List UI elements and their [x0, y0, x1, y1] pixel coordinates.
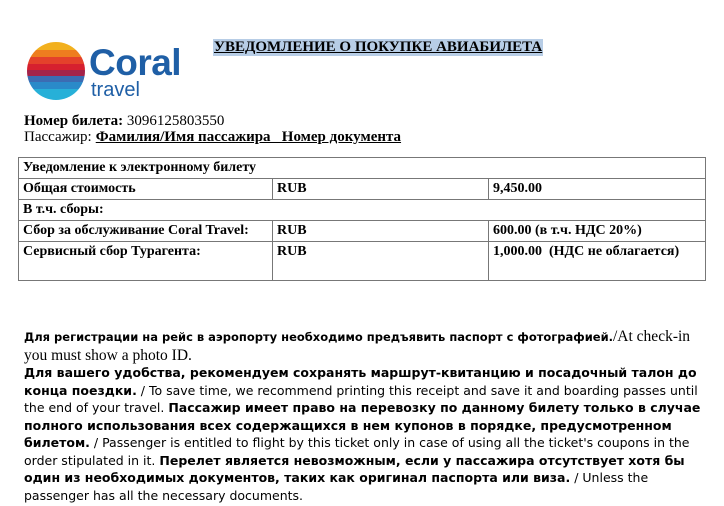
fee-amount: 1,000.00 (НДС не облагается) [489, 242, 706, 281]
table-row [19, 221, 706, 242]
fee-amount: 600.00 (в т.ч. НДС 20%) [489, 221, 706, 242]
note-documents-ru: Перелет является невозможным, если у пассажира отсутствует хотя бы один из необходимых документов, таких как оригинал паспорта или виза. [24, 452, 685, 485]
logo-brand-text: Coral [89, 42, 182, 83]
logo-sub-text: travel [91, 79, 140, 101]
ticket-number-line [24, 113, 224, 130]
passenger-value: Фамилия/Имя пассажира Номер документа [95, 129, 402, 145]
table-row [19, 200, 706, 221]
note-receipt-en: / To save time, we recommend printing this receipt and save it and boarding passes until the end of your travel. [24, 382, 698, 415]
note-coupons-ru: Пассажир имеет право на перевозку по данному билету только в случае полного использования всех содержащихся в нем купонов в порядке, предусмотренном билетом. [24, 400, 701, 450]
fees-heading: В т.ч. сборы: [19, 200, 706, 221]
ticket-number-label: Номер билета: [24, 113, 124, 129]
total-label: Общая стоимость [19, 179, 273, 200]
passenger-line [24, 129, 401, 146]
total-currency: RUB [273, 179, 489, 200]
table-row [19, 158, 706, 179]
note-receipt-ru: Для вашего удобства, рекомендуем сохранять маршрут-квитанцию и посадочный талон до конца поездки. [24, 365, 697, 398]
table-row [19, 242, 706, 281]
fee-label: Сбор за обслуживание Coral Travel: [19, 221, 273, 242]
ticket-number-value: 3096125803550 [126, 113, 225, 129]
table-row [19, 179, 706, 200]
passenger-label: Пассажир: [24, 129, 92, 145]
fees-table [18, 157, 706, 281]
fee-label: Сервисный сбор Турагента: [19, 242, 273, 281]
total-amount: 9,450.00 [489, 179, 706, 200]
fee-currency: RUB [273, 242, 489, 281]
note-coupons-en: / Passenger is entitled to flight by this ticket only in case of using all the ticket's coupons in the order stipulated in it. [24, 435, 690, 468]
note-checkin-en: /At check-in you must show a photo ID. [24, 328, 691, 364]
note-documents-en: / Unless the passenger has all the necessary documents. [24, 470, 649, 503]
note-checkin-ru: Для регистрации на рейс в аэропорту необходимо предъявить паспорт с фотографией. [24, 330, 613, 344]
fee-currency: RUB [273, 221, 489, 242]
table-caption: Уведомление к электронному билету [19, 158, 706, 179]
document-title: УВЕДОМЛЕНИЕ О ПОКУПКЕ АВИАБИЛЕТА [214, 39, 543, 55]
notes-paragraph [24, 328, 704, 504]
